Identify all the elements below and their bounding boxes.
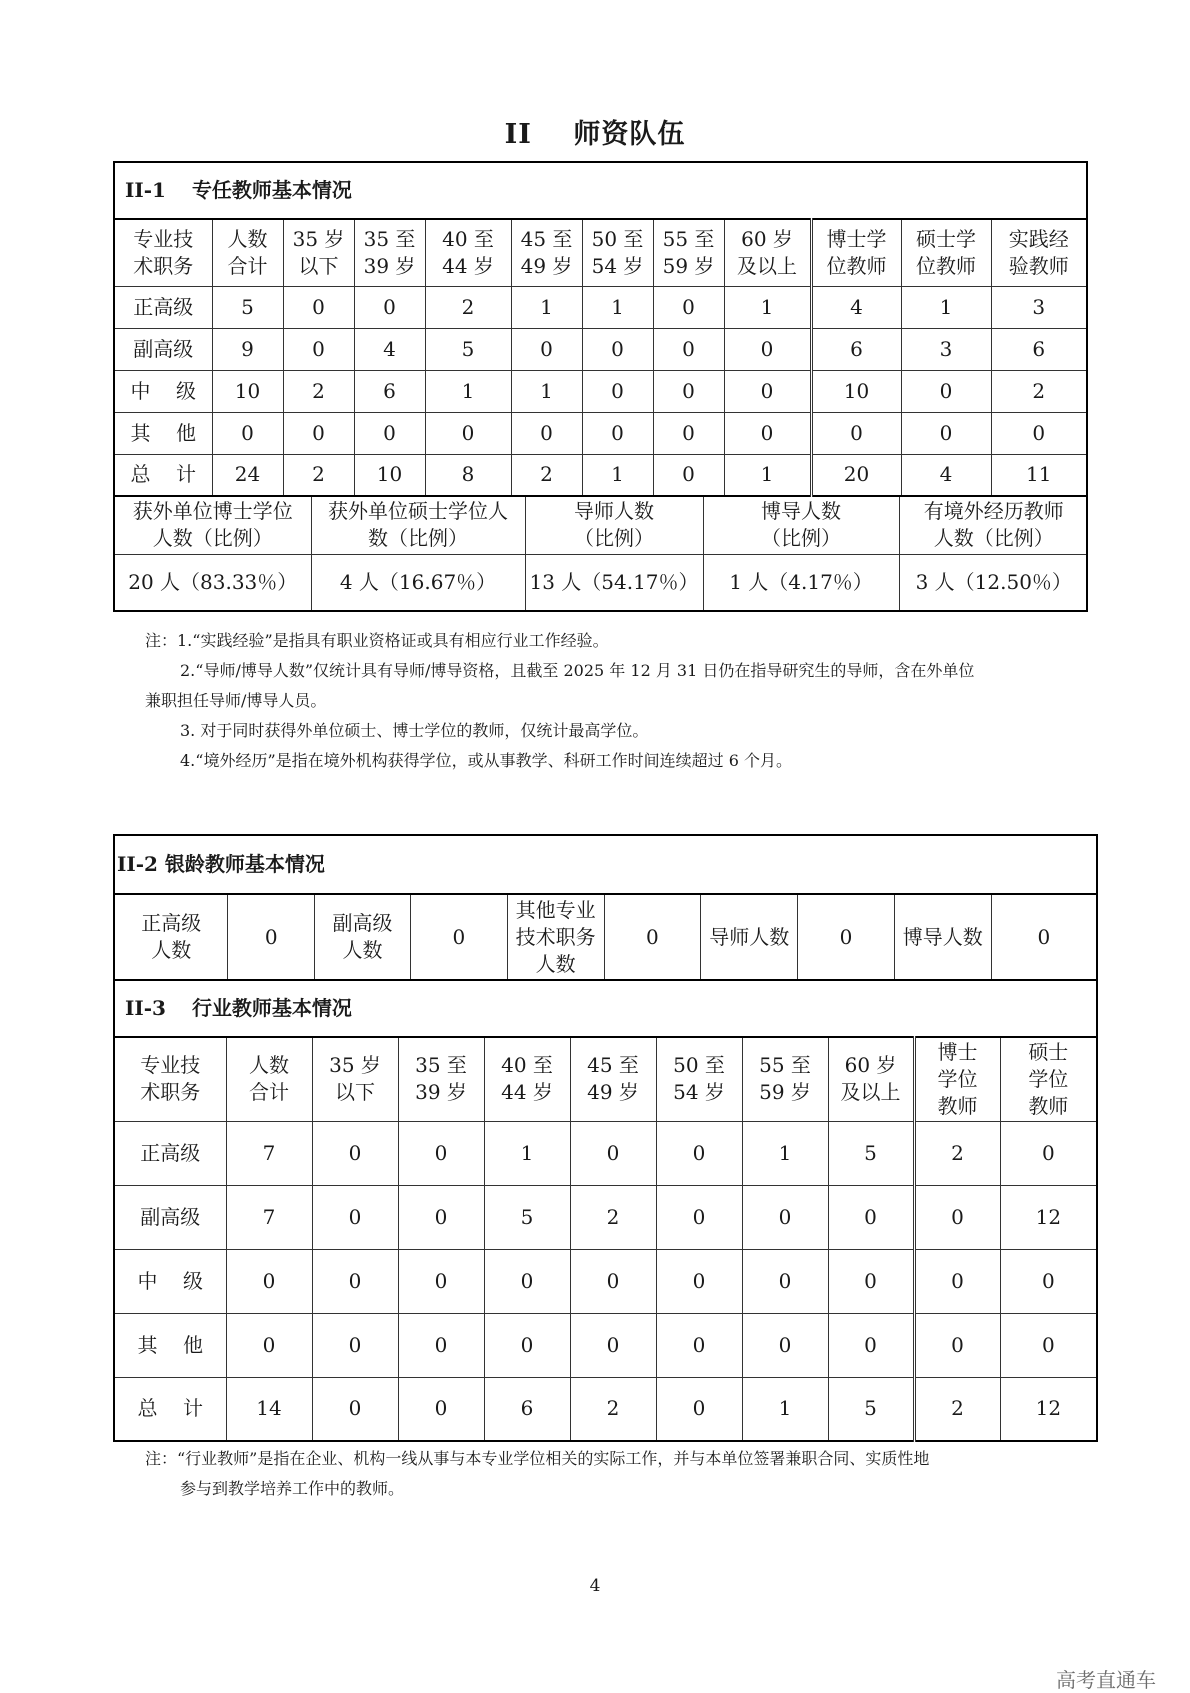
data-cell: 3 xyxy=(991,286,1087,328)
data-cell: 20 xyxy=(811,454,901,496)
summary-value: 4 人（16.67％） xyxy=(311,554,525,610)
header-cell: 35 至 39 岁 xyxy=(354,219,425,286)
data-cell: 2 xyxy=(914,1377,1000,1441)
data-cell: 6 xyxy=(991,328,1087,370)
row-label: 正高级 xyxy=(114,1121,226,1185)
data-cell: 0 xyxy=(1000,1313,1097,1377)
value-cell: 0 xyxy=(991,895,1096,979)
data-cell: 0 xyxy=(398,1377,484,1441)
header-cell: 人数 合计 xyxy=(212,219,283,286)
data-cell: 6 xyxy=(354,370,425,412)
data-cell: 0 xyxy=(828,1185,914,1249)
label-cell: 正高级 人数 xyxy=(115,895,228,979)
data-cell: 0 xyxy=(991,412,1087,454)
summary-value: 1 人（4.17％） xyxy=(703,554,899,610)
data-cell: 0 xyxy=(742,1249,828,1313)
note-line: 注：“行业教师”是指在企业、机构一线从事与本专业学位相关的实际工作，并与本单位签署兼职合同、实质性地 xyxy=(145,1449,930,1468)
data-cell: 0 xyxy=(312,1249,398,1313)
data-cell: 0 xyxy=(425,412,511,454)
data-cell: 0 xyxy=(582,412,653,454)
data-cell: 0 xyxy=(724,412,811,454)
watermark: 高考直通车 xyxy=(1056,1668,1156,1692)
data-cell: 14 xyxy=(226,1377,312,1441)
section-code: II-3 xyxy=(125,996,166,1020)
section-title xyxy=(114,980,1097,1037)
data-cell: 2 xyxy=(283,454,354,496)
data-cell: 0 xyxy=(653,454,724,496)
data-cell: 0 xyxy=(484,1249,570,1313)
summary-header-row xyxy=(115,497,1088,554)
data-cell: 0 xyxy=(398,1249,484,1313)
data-cell: 10 xyxy=(354,454,425,496)
data-cell: 8 xyxy=(425,454,511,496)
data-cell: 0 xyxy=(653,328,724,370)
data-cell: 1 xyxy=(724,286,811,328)
data-cell: 5 xyxy=(212,286,283,328)
table-row xyxy=(114,1249,1097,1313)
header-cell: 专业技 术职务 xyxy=(114,219,212,286)
data-cell: 0 xyxy=(511,412,582,454)
data-cell: 1 xyxy=(582,286,653,328)
note-line: 4.“境外经历”是指在境外机构获得学位，或从事教学、科研工作时间连续超过 6 个月。 xyxy=(180,751,792,770)
data-cell: 0 xyxy=(354,286,425,328)
data-cell: 1 xyxy=(511,286,582,328)
data-cell: 0 xyxy=(914,1313,1000,1377)
data-cell: 0 xyxy=(914,1249,1000,1313)
row-label: 其 他 xyxy=(114,1313,226,1377)
data-cell: 1 xyxy=(742,1377,828,1441)
note-line: 2.“导师/博导人数”仅统计具有导师/博导资格，且截至 2025 年 12 月 31 日仍在指导研究生的导师，含在外单位 xyxy=(180,661,975,680)
row-label: 中 级 xyxy=(114,1249,226,1313)
data-cell: 0 xyxy=(570,1121,656,1185)
header-cell: 45 至 49 岁 xyxy=(511,219,582,286)
note-line: 注：1.“实践经验”是指具有职业资格证或具有相应行业工作经验。 xyxy=(145,631,609,650)
data-cell: 7 xyxy=(226,1121,312,1185)
table-row xyxy=(114,1121,1097,1185)
data-cell: 0 xyxy=(312,1313,398,1377)
data-cell: 24 xyxy=(212,454,283,496)
data-cell: 9 xyxy=(212,328,283,370)
data-cell: 0 xyxy=(398,1185,484,1249)
data-cell: 0 xyxy=(811,412,901,454)
data-cell: 12 xyxy=(1000,1185,1097,1249)
table-row xyxy=(114,370,1087,412)
data-cell: 2 xyxy=(914,1121,1000,1185)
data-cell: 0 xyxy=(226,1249,312,1313)
table-row xyxy=(114,1377,1097,1441)
summary-value: 3 人（12.50％） xyxy=(899,554,1088,610)
data-cell: 4 xyxy=(811,286,901,328)
summary-header: 导师人数 （比例） xyxy=(525,497,703,554)
table-ii-1 xyxy=(113,161,1088,612)
data-cell: 0 xyxy=(828,1249,914,1313)
data-cell: 0 xyxy=(312,1121,398,1185)
header-cell: 45 至 49 岁 xyxy=(570,1037,656,1121)
header-row xyxy=(114,219,1087,286)
data-cell: 6 xyxy=(484,1377,570,1441)
summary-value: 13 人（54.17％） xyxy=(525,554,703,610)
data-cell: 1 xyxy=(901,286,991,328)
header-cell: 专业技 术职务 xyxy=(114,1037,226,1121)
data-cell: 0 xyxy=(656,1185,742,1249)
data-cell: 2 xyxy=(570,1377,656,1441)
row-label: 副高级 xyxy=(114,328,212,370)
data-cell: 0 xyxy=(653,412,724,454)
data-cell: 5 xyxy=(828,1121,914,1185)
data-cell: 0 xyxy=(1000,1121,1097,1185)
data-cell: 2 xyxy=(283,370,354,412)
data-cell: 0 xyxy=(212,412,283,454)
row-label: 总 计 xyxy=(114,1377,226,1441)
summary-header: 获外单位博士学位 人数（比例） xyxy=(115,497,311,554)
data-cell: 4 xyxy=(354,328,425,370)
data-cell: 0 xyxy=(398,1121,484,1185)
data-cell: 0 xyxy=(653,370,724,412)
data-cell: 0 xyxy=(511,328,582,370)
header-row xyxy=(114,1037,1097,1121)
silver-row xyxy=(115,895,1096,979)
data-cell: 0 xyxy=(312,1377,398,1441)
table-row xyxy=(114,328,1087,370)
data-cell: 11 xyxy=(991,454,1087,496)
silver-teacher-table xyxy=(115,895,1096,979)
header-cell: 人数 合计 xyxy=(226,1037,312,1121)
data-cell: 1 xyxy=(511,370,582,412)
data-cell: 0 xyxy=(1000,1249,1097,1313)
data-cell: 0 xyxy=(582,370,653,412)
data-cell: 0 xyxy=(656,1249,742,1313)
section-title xyxy=(114,162,1087,219)
header-cell: 55 至 59 岁 xyxy=(742,1037,828,1121)
data-cell: 0 xyxy=(656,1121,742,1185)
row-label: 副高级 xyxy=(114,1185,226,1249)
table-row xyxy=(114,412,1087,454)
page-title: II 师资队伍 xyxy=(504,119,686,150)
data-cell: 6 xyxy=(811,328,901,370)
summary-header: 获外单位硕士学位人 数（比例） xyxy=(311,497,525,554)
data-cell: 10 xyxy=(811,370,901,412)
label-cell: 其他专业 技术职务 人数 xyxy=(507,895,604,979)
table-row xyxy=(114,286,1087,328)
note-line: 兼职担任导师/博导人员。 xyxy=(145,691,327,710)
data-cell: 0 xyxy=(653,286,724,328)
section-name: 专任教师基本情况 xyxy=(191,178,352,202)
table-row xyxy=(114,1185,1097,1249)
notes-table-ii-1 xyxy=(145,626,1065,776)
data-cell: 0 xyxy=(656,1377,742,1441)
data-cell: 7 xyxy=(226,1185,312,1249)
data-cell: 0 xyxy=(283,286,354,328)
note-line: 3. 对于同时获得外单位硕士、博士学位的教师，仅统计最高学位。 xyxy=(180,721,649,740)
data-cell: 5 xyxy=(828,1377,914,1441)
data-cell: 1 xyxy=(724,454,811,496)
data-cell: 1 xyxy=(425,370,511,412)
data-cell: 0 xyxy=(742,1185,828,1249)
summary-block xyxy=(114,496,1087,611)
header-cell: 55 至 59 岁 xyxy=(653,219,724,286)
header-cell: 60 岁 及以上 xyxy=(828,1037,914,1121)
data-cell: 2 xyxy=(511,454,582,496)
data-cell: 0 xyxy=(724,328,811,370)
data-cell: 0 xyxy=(901,370,991,412)
data-cell: 2 xyxy=(991,370,1087,412)
header-cell: 50 至 54 岁 xyxy=(582,219,653,286)
header-cell: 60 岁 及以上 xyxy=(724,219,811,286)
row-label: 正高级 xyxy=(114,286,212,328)
table-row xyxy=(114,1313,1097,1377)
page-number: 4 xyxy=(589,1576,601,1596)
data-cell: 0 xyxy=(656,1313,742,1377)
data-cell: 0 xyxy=(226,1313,312,1377)
header-cell: 40 至 44 岁 xyxy=(425,219,511,286)
row-label: 其 他 xyxy=(114,412,212,454)
data-cell: 0 xyxy=(582,328,653,370)
data-cell: 0 xyxy=(398,1313,484,1377)
data-cell: 0 xyxy=(742,1313,828,1377)
header-cell: 40 至 44 岁 xyxy=(484,1037,570,1121)
data-cell: 12 xyxy=(1000,1377,1097,1441)
summary-header: 博导人数 （比例） xyxy=(703,497,899,554)
header-cell: 35 至 39 岁 xyxy=(398,1037,484,1121)
table-ii-2-ii-3 xyxy=(113,834,1098,1442)
value-cell: 0 xyxy=(604,895,701,979)
data-cell: 0 xyxy=(724,370,811,412)
table-row xyxy=(114,454,1087,496)
data-cell: 4 xyxy=(901,454,991,496)
label-cell: 导师人数 xyxy=(701,895,798,979)
value-cell: 0 xyxy=(410,895,507,979)
header-cell: 35 岁 以下 xyxy=(283,219,354,286)
value-cell: 0 xyxy=(228,895,315,979)
data-cell: 2 xyxy=(570,1185,656,1249)
data-cell: 1 xyxy=(742,1121,828,1185)
header-cell: 35 岁 以下 xyxy=(312,1037,398,1121)
data-cell: 10 xyxy=(212,370,283,412)
section-title: II-2 银龄教师基本情况 xyxy=(114,835,1097,894)
data-cell: 0 xyxy=(283,328,354,370)
data-cell: 0 xyxy=(570,1313,656,1377)
data-cell: 0 xyxy=(283,412,354,454)
data-cell: 0 xyxy=(901,412,991,454)
section-code: II-1 xyxy=(125,178,166,202)
data-cell: 0 xyxy=(354,412,425,454)
section-name: 行业教师基本情况 xyxy=(191,996,352,1020)
header-cell: 硕士学 位教师 xyxy=(901,219,991,286)
data-cell: 1 xyxy=(582,454,653,496)
header-cell: 实践经 验教师 xyxy=(991,219,1087,286)
notes-table-ii-3 xyxy=(145,1444,1065,1504)
data-cell: 3 xyxy=(901,328,991,370)
data-cell: 1 xyxy=(484,1121,570,1185)
header-cell: 硕士 学位 教师 xyxy=(1000,1037,1097,1121)
summary-value: 20 人（83.33％） xyxy=(115,554,311,610)
data-cell: 5 xyxy=(484,1185,570,1249)
silver-teacher-block xyxy=(114,894,1097,980)
row-label: 总 计 xyxy=(114,454,212,496)
value-cell: 0 xyxy=(798,895,895,979)
data-cell: 0 xyxy=(484,1313,570,1377)
row-label: 中 级 xyxy=(114,370,212,412)
summary-header: 有境外经历教师 人数（比例） xyxy=(899,497,1088,554)
data-cell: 5 xyxy=(425,328,511,370)
label-cell: 副高级 人数 xyxy=(315,895,411,979)
label-cell: 博导人数 xyxy=(894,895,991,979)
note-line: 参与到教学培养工作中的教师。 xyxy=(180,1479,405,1498)
header-cell: 博士学 位教师 xyxy=(811,219,901,286)
data-cell: 0 xyxy=(570,1249,656,1313)
data-cell: 2 xyxy=(425,286,511,328)
summary-value-row xyxy=(115,554,1088,610)
data-cell: 0 xyxy=(914,1185,1000,1249)
data-cell: 0 xyxy=(828,1313,914,1377)
summary-table xyxy=(115,497,1088,610)
data-cell: 0 xyxy=(312,1185,398,1249)
header-cell: 50 至 54 岁 xyxy=(656,1037,742,1121)
header-cell: 博士 学位 教师 xyxy=(914,1037,1000,1121)
